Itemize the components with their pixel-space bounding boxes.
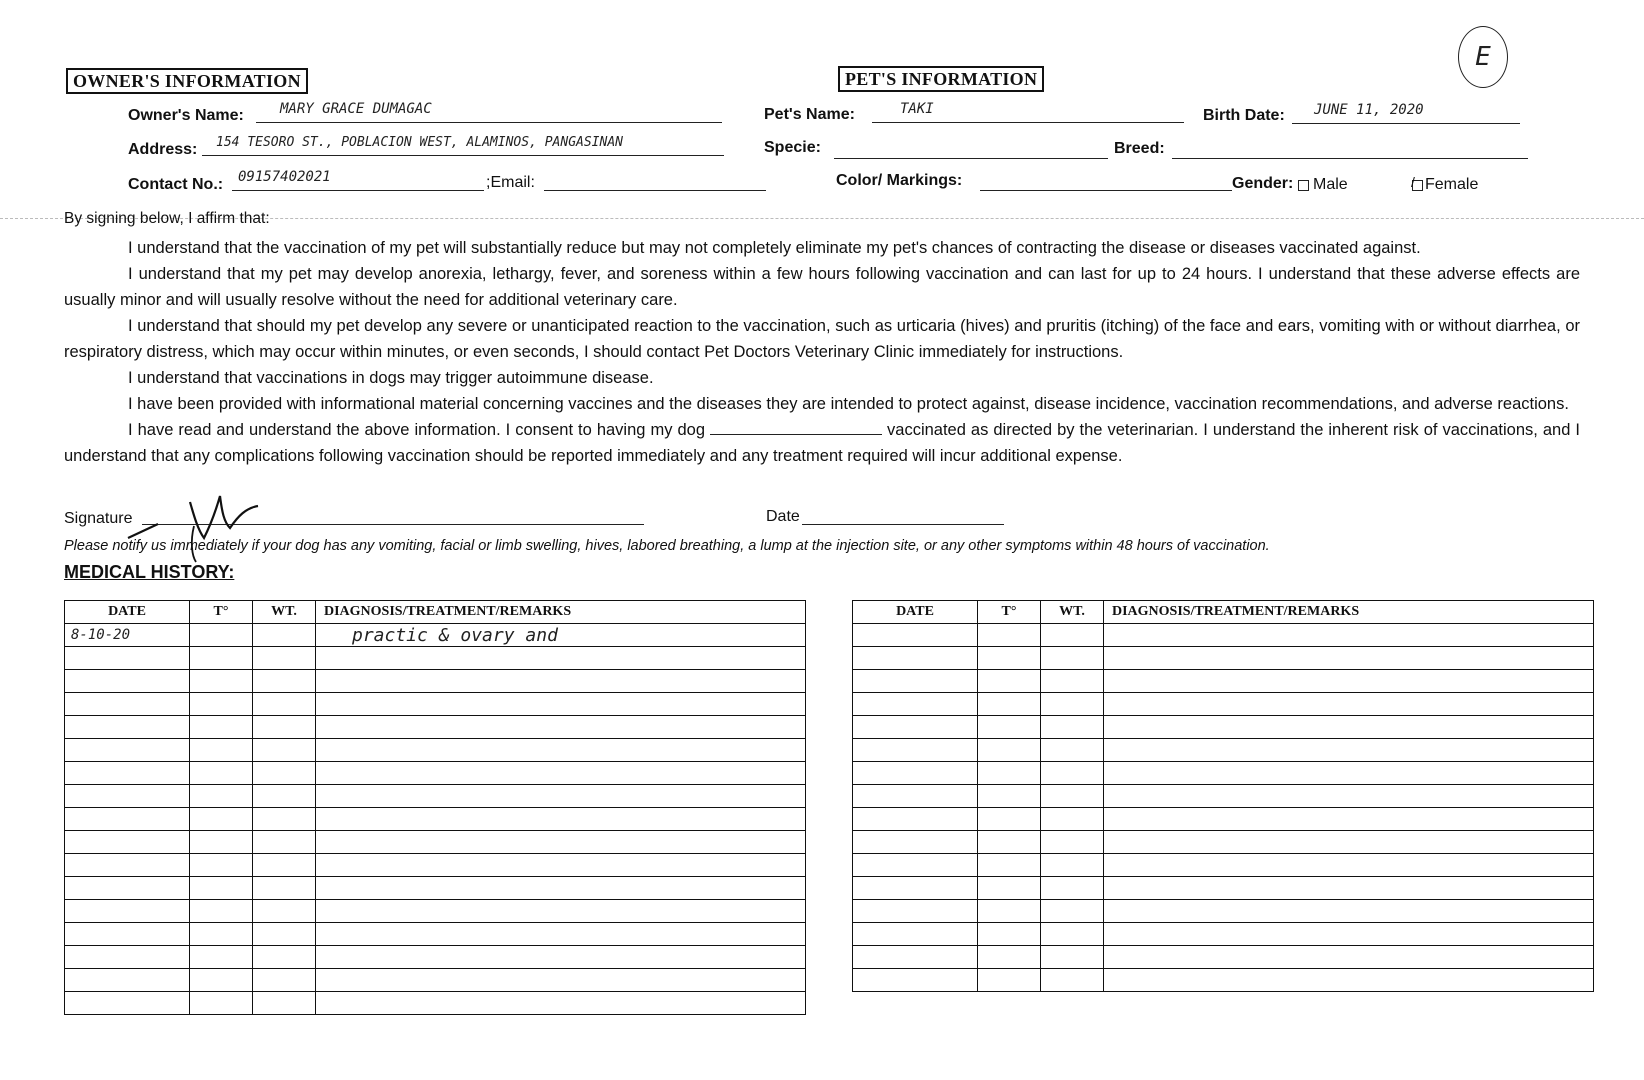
table-row xyxy=(65,762,806,785)
temp-cell[interactable] xyxy=(978,854,1041,877)
table-row xyxy=(65,624,806,647)
birth-date-value: JUNE 11, 2020 xyxy=(1314,102,1424,118)
weight-cell[interactable] xyxy=(253,877,316,900)
temp-cell[interactable] xyxy=(978,624,1041,647)
temp-cell[interactable] xyxy=(978,739,1041,762)
consent-p4: I understand that vaccinations in dogs may trigger autoimmune disease. xyxy=(128,369,654,387)
table-row xyxy=(853,969,1594,992)
birth-date-label: Birth Date: xyxy=(1203,107,1285,124)
temp-cell[interactable] xyxy=(978,946,1041,969)
table-row xyxy=(853,831,1594,854)
address-value: 154 TESORO ST., POBLACION WEST, ALAMINOS, PANGASINAN xyxy=(216,135,623,150)
remarks-cell[interactable] xyxy=(1104,923,1594,946)
table-row xyxy=(853,716,1594,739)
contact-label: Contact No.: xyxy=(128,176,224,193)
weight-cell[interactable] xyxy=(1041,831,1104,854)
owner-section-title: OWNER'S INFORMATION xyxy=(66,68,308,94)
date-line[interactable] xyxy=(802,524,1004,525)
weight-cell[interactable] xyxy=(1041,946,1104,969)
table-row xyxy=(853,946,1594,969)
temp-cell[interactable] xyxy=(190,831,253,854)
table-row xyxy=(853,762,1594,785)
date-cell[interactable]: 8-10-20 xyxy=(65,624,190,647)
table-row xyxy=(65,831,806,854)
male-label: Male xyxy=(1313,176,1348,193)
signature-label: Signature xyxy=(64,510,133,527)
table-row xyxy=(853,923,1594,946)
weight-cell[interactable] xyxy=(253,923,316,946)
col-temp: T° xyxy=(978,601,1041,624)
remarks-cell[interactable] xyxy=(1104,900,1594,923)
remarks-cell[interactable] xyxy=(316,670,806,693)
date-label: Date xyxy=(766,508,800,525)
remarks-cell[interactable] xyxy=(316,831,806,854)
remarks-cell[interactable] xyxy=(1104,969,1594,992)
table-row xyxy=(853,739,1594,762)
temp-cell[interactable] xyxy=(978,647,1041,670)
email-label: ;Email: xyxy=(486,174,535,191)
weight-cell[interactable] xyxy=(253,992,316,1015)
temp-cell[interactable] xyxy=(978,808,1041,831)
remarks-cell[interactable] xyxy=(1104,946,1594,969)
weight-cell[interactable] xyxy=(1041,693,1104,716)
owner-name-label: Owner's Name: xyxy=(128,107,244,124)
weight-cell[interactable] xyxy=(1041,785,1104,808)
date-cell[interactable] xyxy=(65,716,190,739)
weight-cell[interactable] xyxy=(253,693,316,716)
date-cell[interactable] xyxy=(65,992,190,1015)
specie-field[interactable] xyxy=(834,136,1108,159)
remarks-cell[interactable] xyxy=(316,762,806,785)
weight-cell[interactable] xyxy=(1041,923,1104,946)
table-row xyxy=(853,785,1594,808)
remarks-cell[interactable] xyxy=(316,808,806,831)
remarks-cell[interactable] xyxy=(1104,762,1594,785)
temp-cell[interactable] xyxy=(190,716,253,739)
remarks-cell[interactable] xyxy=(1104,716,1594,739)
temp-cell[interactable] xyxy=(190,670,253,693)
weight-cell[interactable] xyxy=(1041,647,1104,670)
col-remarks: DIAGNOSIS/TREATMENT/REMARKS xyxy=(316,601,806,624)
remarks-cell[interactable]: practic & ovary and xyxy=(316,624,806,647)
col-date: DATE xyxy=(853,601,978,624)
consent-p5: I have been provided with informational material concerning vaccines and the diseases they are intended to protect against, disease incidence, vaccination recommendations, and adverse reactions. xyxy=(128,395,1569,413)
temp-cell[interactable] xyxy=(978,900,1041,923)
date-cell[interactable] xyxy=(853,900,978,923)
temp-cell[interactable] xyxy=(978,693,1041,716)
notice-text: Please notify us immediately if your dog has any vomiting, facial or limb swelling, hives, labored breathing, a lump at the injection site, or any other symptoms within 48 hours of vaccination. xyxy=(64,538,1270,554)
consent-paragraphs xyxy=(64,235,1580,469)
address-field[interactable] xyxy=(202,133,724,156)
table-row xyxy=(853,808,1594,831)
pet-section-title: PET'S INFORMATION xyxy=(838,66,1044,92)
weight-cell[interactable] xyxy=(253,969,316,992)
weight-cell[interactable] xyxy=(1041,670,1104,693)
weight-cell[interactable] xyxy=(1041,739,1104,762)
medical-history-title: MEDICAL HISTORY: xyxy=(64,562,235,582)
date-cell[interactable] xyxy=(65,647,190,670)
table-row xyxy=(65,900,806,923)
temp-cell[interactable] xyxy=(978,969,1041,992)
date-cell[interactable] xyxy=(65,670,190,693)
male-checkbox[interactable] xyxy=(1298,180,1309,191)
consent-p6 xyxy=(64,417,1580,469)
color-markings-field[interactable] xyxy=(980,168,1232,191)
pet-name-label: Pet's Name: xyxy=(764,106,855,123)
temp-cell[interactable] xyxy=(190,946,253,969)
remarks-cell[interactable] xyxy=(1104,693,1594,716)
table-row xyxy=(853,647,1594,670)
email-field[interactable] xyxy=(544,168,766,191)
table-row xyxy=(65,923,806,946)
table-row xyxy=(853,670,1594,693)
weight-cell[interactable] xyxy=(253,900,316,923)
remarks-cell[interactable] xyxy=(1104,808,1594,831)
date-cell[interactable] xyxy=(853,647,978,670)
weight-cell[interactable] xyxy=(253,808,316,831)
date-cell[interactable] xyxy=(65,854,190,877)
weight-cell[interactable] xyxy=(253,785,316,808)
date-cell[interactable] xyxy=(853,923,978,946)
temp-cell[interactable] xyxy=(190,992,253,1015)
table-row xyxy=(853,900,1594,923)
table-header-row xyxy=(853,601,1594,624)
table-row xyxy=(65,854,806,877)
remarks-cell[interactable] xyxy=(316,693,806,716)
temp-cell[interactable] xyxy=(190,739,253,762)
consent-p6-b: vaccinated as directed by the veterinarian. I understand the inherent risk of vaccinations, and I understand that any complications following vaccination should be reported immediately and any treatment required will incur additional expense. xyxy=(64,421,1580,465)
remarks-cell[interactable] xyxy=(1104,831,1594,854)
date-cell[interactable] xyxy=(853,946,978,969)
temp-cell[interactable] xyxy=(978,785,1041,808)
date-cell[interactable] xyxy=(853,739,978,762)
col-remarks: DIAGNOSIS/TREATMENT/REMARKS xyxy=(1104,601,1594,624)
weight-cell[interactable] xyxy=(253,762,316,785)
table-row xyxy=(853,624,1594,647)
table-row xyxy=(65,647,806,670)
date-cell[interactable] xyxy=(853,808,978,831)
table-row xyxy=(853,693,1594,716)
remarks-cell[interactable] xyxy=(316,854,806,877)
table-header-row xyxy=(65,601,806,624)
remarks-cell[interactable] xyxy=(1104,785,1594,808)
date-cell[interactable] xyxy=(65,739,190,762)
date-cell[interactable] xyxy=(853,877,978,900)
table-row xyxy=(65,808,806,831)
remarks-cell[interactable] xyxy=(1104,854,1594,877)
remarks-cell[interactable] xyxy=(316,785,806,808)
consent-p1: I understand that the vaccination of my pet will substantially reduce but may not completely eliminate my pet's chances of contracting the disease or diseases vaccinated against. xyxy=(128,239,1421,257)
weight-cell[interactable] xyxy=(253,739,316,762)
remarks-cell[interactable] xyxy=(1104,647,1594,670)
table-row xyxy=(853,854,1594,877)
date-cell[interactable] xyxy=(853,762,978,785)
remarks-cell[interactable] xyxy=(316,877,806,900)
date-cell[interactable] xyxy=(853,969,978,992)
weight-cell[interactable] xyxy=(1041,762,1104,785)
owner-name-value: MARY GRACE DUMAGAC xyxy=(280,101,432,117)
signature-scribble xyxy=(124,486,284,566)
table-row xyxy=(65,969,806,992)
specie-label: Specie: xyxy=(764,139,821,156)
weight-cell[interactable] xyxy=(253,670,316,693)
remarks-cell[interactable] xyxy=(1104,739,1594,762)
medical-history-table-right xyxy=(852,600,1594,992)
consent-p2: I understand that my pet may develop anorexia, lethargy, fever, and soreness within a few hours following vaccination and can last for up to 24 hours. I understand that these adverse effects are usually minor and will usually resolve without the need for additional veterinary care. xyxy=(64,265,1580,309)
date-cell[interactable] xyxy=(853,831,978,854)
table-row xyxy=(65,693,806,716)
col-weight: WT. xyxy=(253,601,316,624)
address-label: Address: xyxy=(128,141,198,158)
temp-cell[interactable] xyxy=(190,923,253,946)
pet-name-value: TAKI xyxy=(900,101,934,117)
date-cell[interactable] xyxy=(65,923,190,946)
temp-cell[interactable] xyxy=(190,762,253,785)
weight-cell[interactable] xyxy=(253,946,316,969)
affirm-intro: By signing below, I affirm that: xyxy=(64,210,270,227)
pet-name-field[interactable] xyxy=(872,100,1184,123)
corner-mark xyxy=(1458,26,1508,88)
remarks-cell[interactable] xyxy=(316,647,806,670)
temp-cell[interactable] xyxy=(190,808,253,831)
col-weight: WT. xyxy=(1041,601,1104,624)
temp-cell[interactable] xyxy=(978,716,1041,739)
table-row xyxy=(853,877,1594,900)
color-markings-label: Color/ Markings: xyxy=(836,172,963,189)
table-row xyxy=(65,785,806,808)
female-label: Female xyxy=(1425,176,1479,193)
date-cell[interactable] xyxy=(65,693,190,716)
weight-cell[interactable] xyxy=(1041,900,1104,923)
contact-value: 09157402021 xyxy=(238,169,331,185)
owner-name-field[interactable] xyxy=(256,100,722,123)
table-row xyxy=(65,739,806,762)
temp-cell[interactable] xyxy=(190,877,253,900)
date-cell[interactable] xyxy=(853,624,978,647)
table-row xyxy=(65,877,806,900)
date-cell[interactable] xyxy=(65,946,190,969)
remarks-cell[interactable] xyxy=(1104,670,1594,693)
weight-cell[interactable] xyxy=(253,831,316,854)
date-cell[interactable] xyxy=(853,785,978,808)
weight-cell[interactable] xyxy=(1041,624,1104,647)
breed-label: Breed: xyxy=(1114,140,1165,157)
date-cell[interactable] xyxy=(853,693,978,716)
weight-cell[interactable] xyxy=(253,647,316,670)
temp-cell[interactable] xyxy=(978,877,1041,900)
gender-female-option[interactable] xyxy=(1411,173,1479,194)
date-cell[interactable] xyxy=(65,785,190,808)
date-cell[interactable] xyxy=(853,854,978,877)
temp-cell[interactable] xyxy=(978,923,1041,946)
temp-cell[interactable] xyxy=(190,624,253,647)
temp-cell[interactable] xyxy=(190,900,253,923)
female-check-mark-icon: / xyxy=(1411,173,1415,190)
date-cell[interactable] xyxy=(65,831,190,854)
dog-name-blank[interactable] xyxy=(710,420,882,435)
remarks-cell[interactable] xyxy=(316,969,806,992)
temp-cell[interactable] xyxy=(978,831,1041,854)
contact-field[interactable] xyxy=(232,168,484,191)
date-cell[interactable] xyxy=(65,877,190,900)
weight-cell[interactable] xyxy=(253,854,316,877)
date-cell[interactable] xyxy=(853,716,978,739)
remarks-cell[interactable] xyxy=(1104,877,1594,900)
birth-date-field[interactable] xyxy=(1292,101,1520,124)
remarks-cell[interactable] xyxy=(316,923,806,946)
date-cell[interactable] xyxy=(65,969,190,992)
remarks-cell[interactable] xyxy=(1104,624,1594,647)
table-row xyxy=(65,992,806,1015)
temp-cell[interactable] xyxy=(190,647,253,670)
medical-history-table-left xyxy=(64,600,806,1015)
breed-field[interactable] xyxy=(1172,136,1528,159)
remarks-cell[interactable] xyxy=(316,739,806,762)
weight-cell[interactable] xyxy=(1041,808,1104,831)
consent-p6-a: I have read and understand the above information. I consent to having my dog xyxy=(128,421,705,439)
gender-label: Gender: xyxy=(1232,175,1294,192)
date-cell[interactable] xyxy=(65,808,190,831)
temp-cell[interactable] xyxy=(190,785,253,808)
date-cell[interactable] xyxy=(853,670,978,693)
corner-mark-letter: E xyxy=(1475,42,1491,72)
table-row xyxy=(65,670,806,693)
weight-cell[interactable] xyxy=(1041,877,1104,900)
temp-cell[interactable] xyxy=(978,670,1041,693)
temp-cell[interactable] xyxy=(190,693,253,716)
weight-cell[interactable] xyxy=(253,624,316,647)
table-row xyxy=(65,716,806,739)
weight-cell[interactable] xyxy=(1041,854,1104,877)
remarks-cell[interactable] xyxy=(316,992,806,1015)
weight-cell[interactable] xyxy=(1041,716,1104,739)
temp-cell[interactable] xyxy=(190,854,253,877)
gender-male-option[interactable] xyxy=(1298,176,1348,194)
date-cell[interactable] xyxy=(65,900,190,923)
remarks-cell[interactable] xyxy=(316,900,806,923)
remarks-cell[interactable] xyxy=(316,716,806,739)
temp-cell[interactable] xyxy=(190,969,253,992)
female-checkbox[interactable] xyxy=(1411,173,1423,191)
col-date: DATE xyxy=(65,601,190,624)
date-cell[interactable] xyxy=(65,762,190,785)
weight-cell[interactable] xyxy=(1041,969,1104,992)
weight-cell[interactable] xyxy=(253,716,316,739)
table-row xyxy=(65,946,806,969)
temp-cell[interactable] xyxy=(978,762,1041,785)
col-temp: T° xyxy=(190,601,253,624)
consent-p3: I understand that should my pet develop any severe or unanticipated reaction to the vaccination, such as urticaria (hives) and pruritis (itching) of the face and ears, vomiting with or without diarrhea, or respiratory distress, which may occur within minutes, or even seconds, I should contact Pet Doctors Veterinary Clinic immediately for instructions. xyxy=(64,317,1580,361)
remarks-cell[interactable] xyxy=(316,946,806,969)
